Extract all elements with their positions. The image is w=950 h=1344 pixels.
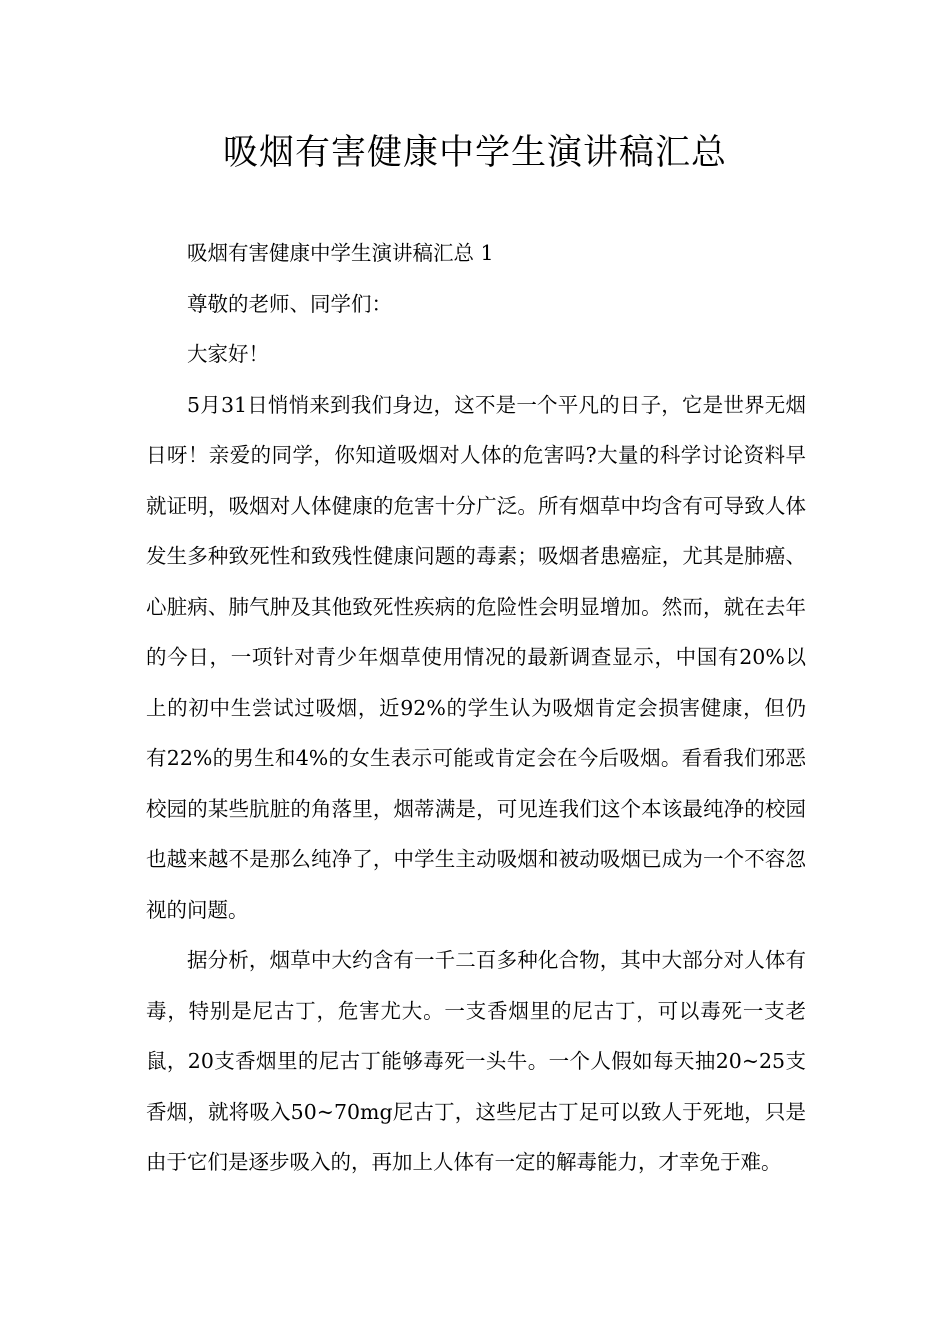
paragraph-salutation: 尊敬的老师、同学们： — [187, 291, 392, 316]
paragraph-body-2: 据分析，烟草中大约含有一千二百多种化合物，其中大部分对人体有毒，特别是尼古丁，危害尤大。一支香烟里的尼古丁，可以毒死一支老鼠，20支香烟里的尼古丁能够毒死一头牛。一个人假如每天抽20~25支香烟，就将吸入50~70mg尼古丁，这些尼古丁足可以致人于死地，只是由于它们是逐步吸入的，再加上人体有一定的解毒能力，才幸免于难。 — [146, 948, 806, 1174]
document-body — [146, 228, 806, 1188]
paragraph-greeting: 大家好！ — [187, 342, 269, 366]
paragraph-heading: 吸烟有害健康中学生演讲稿汇总 1 — [187, 241, 494, 265]
paragraph-body-1: 5月31日悄悄来到我们身边，这不是一个平凡的日子，它是世界无烟日呀！亲爱的同学，你知道吸烟对人体的危害吗?大量的科学讨论资料早就证明，吸烟对人体健康的危害十分广泛。所有烟草中均含有可导致人体发生多种致死性和致残性健康问题的毒素；吸烟者患癌症，尤其是肺癌、心脏病、肺气肿及其他致死性疾病的危险性会明显增加。然而，就在去年的今日，一项针对青少年烟草使用情况的最新调查显示，中国有20%以上的初中生尝试过吸烟，近92%的学生认为吸烟肯定会损害健康，但仍有22%的男生和4%的女生表示可能或肯定会在今后吸烟。看看我们邪恶校园的某些肮脏的角落里，烟蒂满是，可见连我们这个本该最纯净的校园也越来越不是那么纯净了，中学生主动吸烟和被动吸烟已成为一个不容忽视的问题。 — [146, 392, 806, 922]
document-title: 吸烟有害健康中学生演讲稿汇总 — [222, 133, 727, 173]
